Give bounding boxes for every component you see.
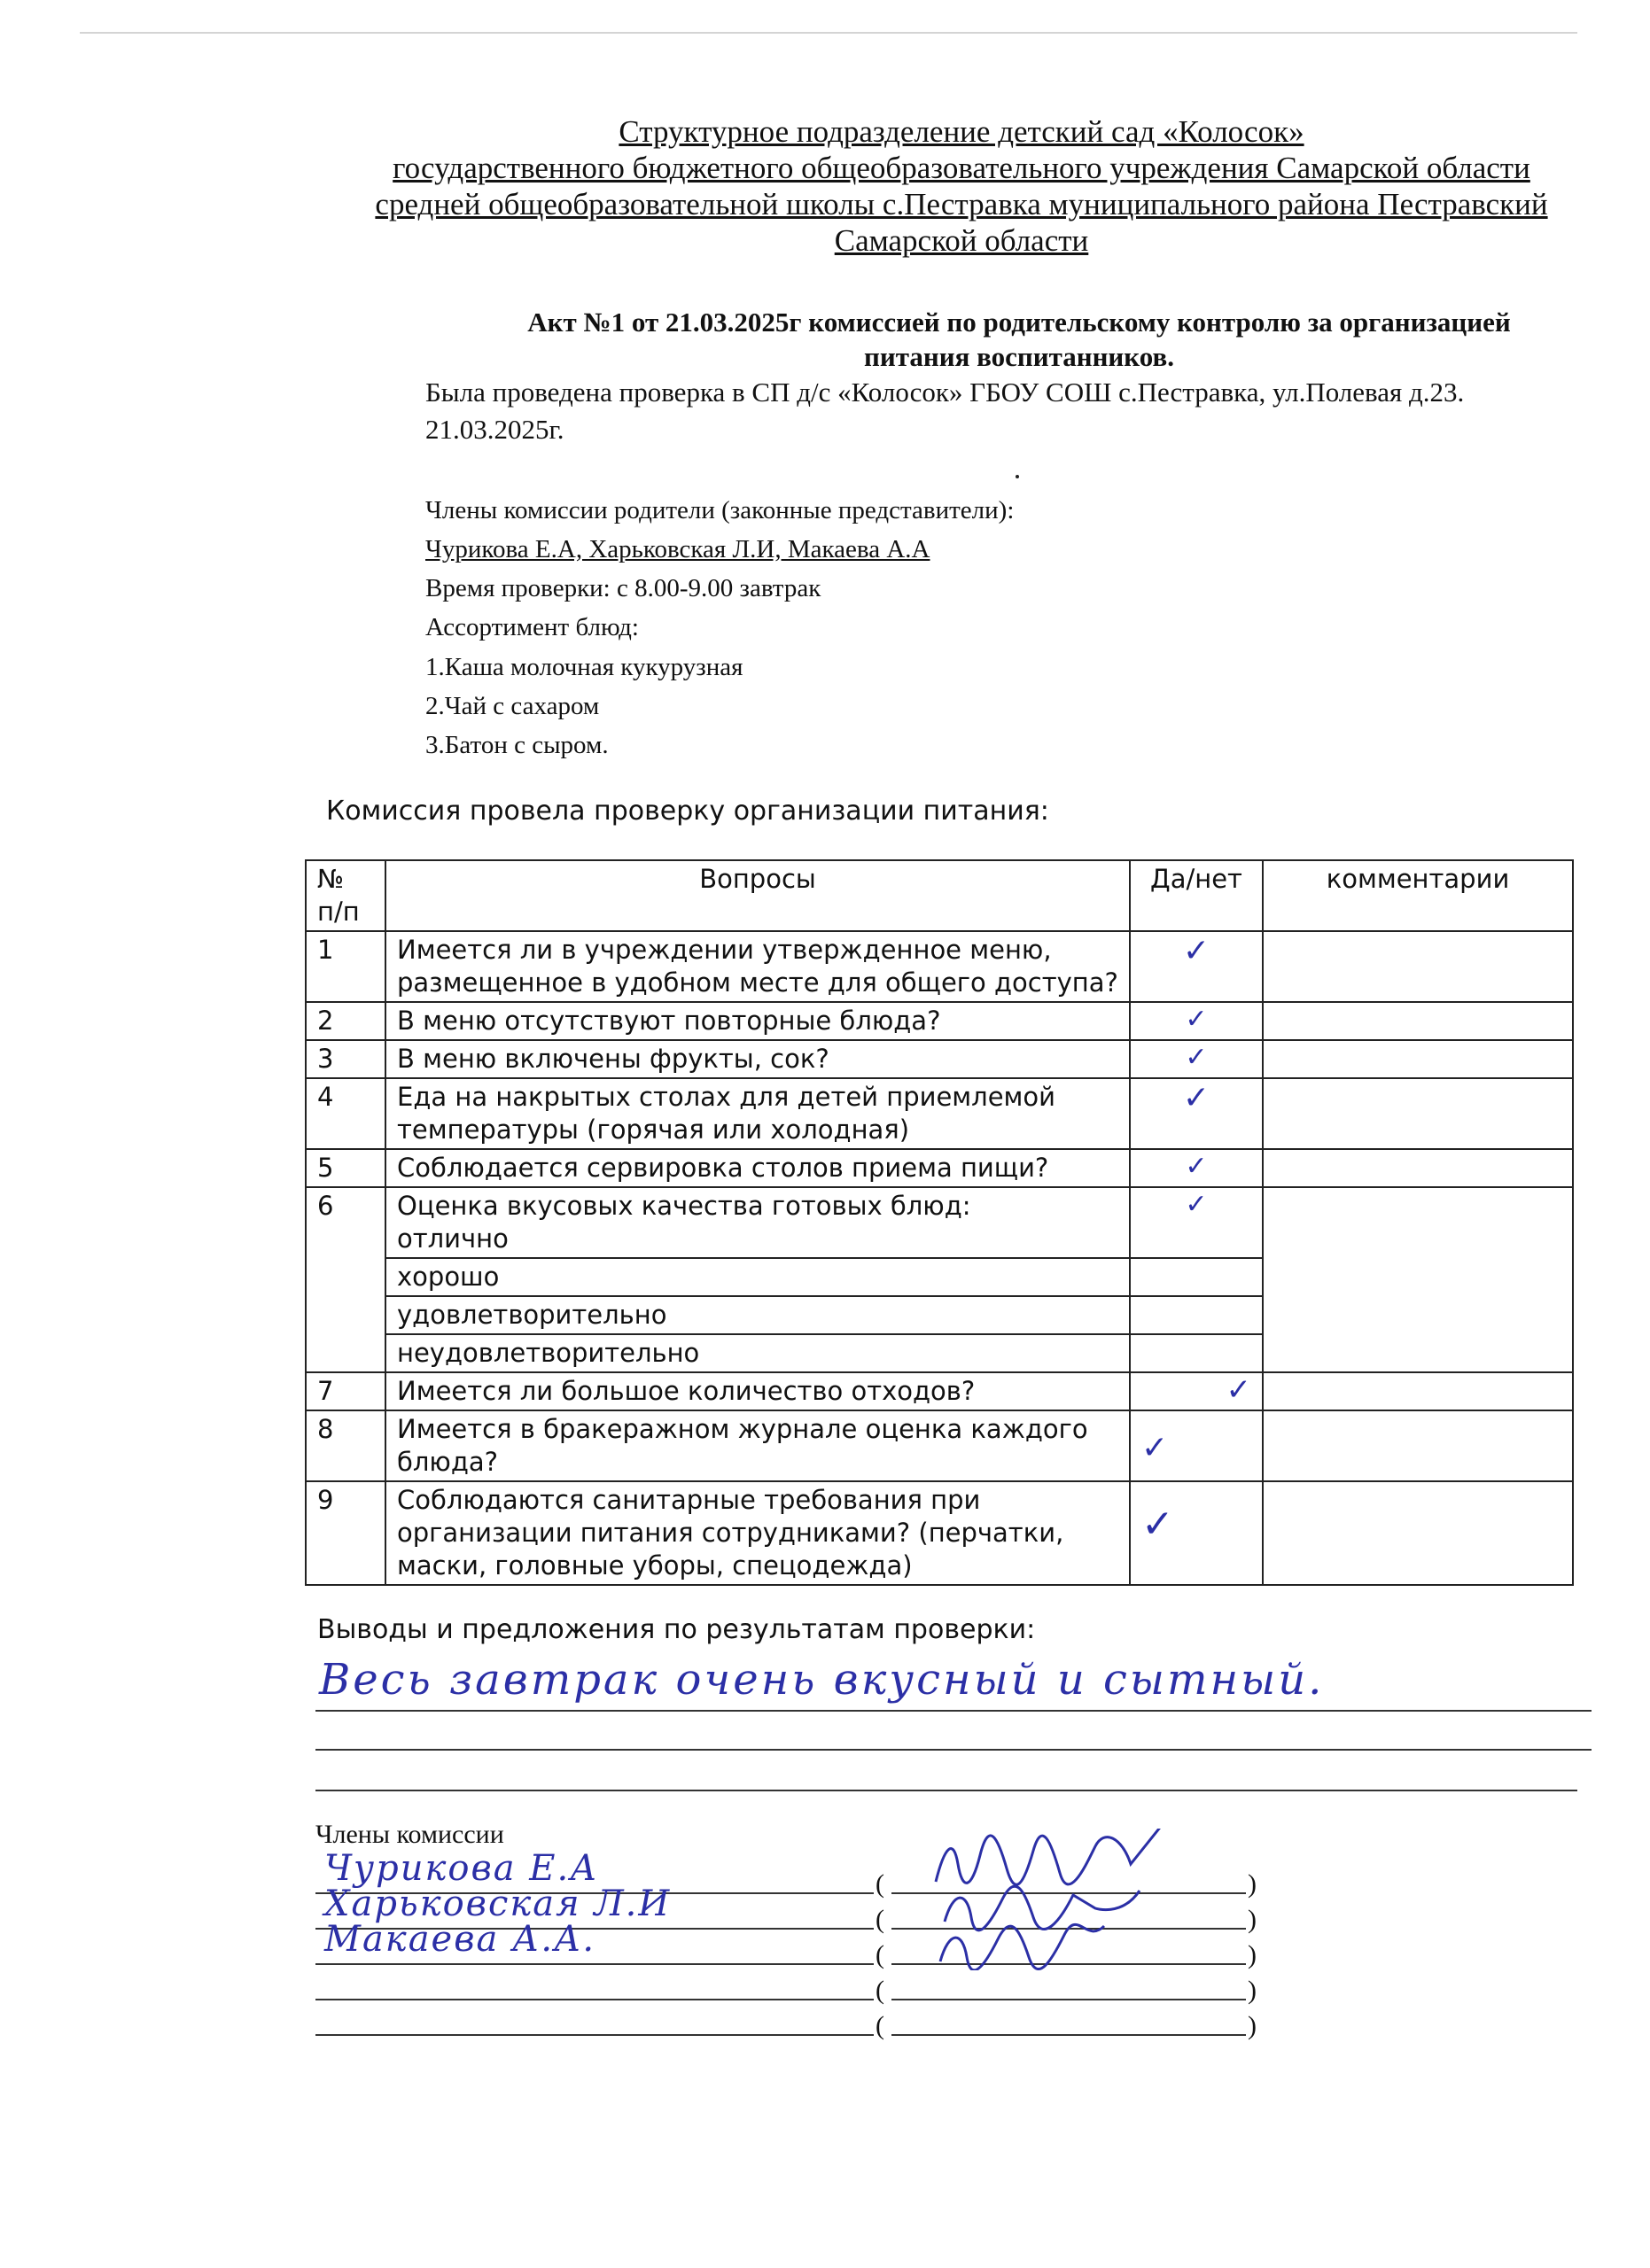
- table-row: [306, 1040, 1573, 1078]
- conclusions-handwritten: Весь завтрак очень вкусный и сытный.: [319, 1655, 1325, 1705]
- member-name: Харьковская Л.И: [324, 1884, 672, 1924]
- conclusions-label: Выводы и предложения по результатам проверки:: [317, 1614, 1036, 1645]
- row-question: Имеется ли большое количество отходов?: [385, 1372, 1130, 1410]
- row-answer: [1130, 931, 1263, 1002]
- row-answer: [1130, 1258, 1263, 1296]
- row-answer: [1130, 1002, 1263, 1040]
- organization-header: [292, 113, 1631, 259]
- row-num: 9: [306, 1481, 385, 1585]
- signature-row: [315, 1919, 1273, 1969]
- table-header-row: [306, 860, 1573, 931]
- row-num: 4: [306, 1078, 385, 1149]
- row-comment: [1263, 1481, 1573, 1585]
- table-row: [306, 1149, 1573, 1187]
- checkmark-icon: ✓: [1185, 1042, 1208, 1073]
- row-num: 3: [306, 1040, 385, 1078]
- bracket-close: ): [1248, 1869, 1257, 1899]
- signature-row: [315, 1967, 1273, 2005]
- conclusion-line-1: [315, 1710, 1592, 1712]
- conclusion-line-3: [315, 1790, 1577, 1791]
- rating-option: хорошо: [385, 1258, 1130, 1296]
- signature-line: [891, 2034, 1246, 2036]
- row-comment: [1263, 1372, 1573, 1410]
- row-answer: [1130, 1372, 1263, 1410]
- bracket-close: ): [1248, 1905, 1257, 1934]
- row-question: Имеется ли в учреждении утвержденное меню, размещенное в удобном месте для общего доступа?: [385, 931, 1130, 1002]
- bracket-open: (: [876, 1976, 884, 2005]
- header-line-3: средней общеобразовательной школы с.Пестравка муниципального района Пестравский: [375, 187, 1548, 221]
- table-row: [306, 1078, 1573, 1149]
- row-question: Имеется в бракеражном журнале оценка каждого блюда?: [385, 1410, 1130, 1481]
- signature-line: [891, 1999, 1246, 2000]
- bracket-open: (: [876, 1940, 884, 1969]
- checkmark-icon: ✓: [1185, 1004, 1208, 1035]
- stray-dot: [1016, 475, 1019, 478]
- row-comment: [1263, 1149, 1573, 1187]
- row-num: 7: [306, 1372, 385, 1410]
- rating-option: удовлетворительно: [385, 1296, 1130, 1334]
- intro-line-1: Была проведена проверка в СП д/с «Колосок» ГБОУ СОШ с.Пестравка, ул.Полевая д.23.: [425, 377, 1465, 408]
- row-num: 6: [306, 1187, 385, 1372]
- row-comment: [1263, 1040, 1573, 1078]
- header-comment: комментарии: [1263, 860, 1573, 931]
- checkmark-icon: ✓: [1185, 1151, 1208, 1182]
- row-answer: [1130, 1187, 1263, 1258]
- header-line-1: Структурное подразделение детский сад «Колосок»: [619, 114, 1304, 149]
- bracket-close: ): [1248, 1976, 1257, 2005]
- rating-option: отлично: [397, 1223, 509, 1254]
- checkmark-icon: ✓: [1182, 933, 1210, 969]
- dish-1: 1.Каша молочная кукурузная: [425, 653, 743, 681]
- inspection-intro: [425, 374, 1595, 448]
- table-row: [306, 1372, 1573, 1410]
- header-line-2: государственного бюджетного общеобразовательного учреждения Самарской области: [393, 151, 1530, 185]
- row-question: [385, 1187, 1130, 1258]
- row-comment: [1263, 1002, 1573, 1040]
- row-answer: [1130, 1296, 1263, 1334]
- checkmark-icon: ✓: [1141, 1430, 1169, 1466]
- row-num: 8: [306, 1410, 385, 1481]
- table-row: [306, 1481, 1573, 1585]
- name-line: [315, 2034, 874, 2036]
- name-line: [315, 1999, 874, 2000]
- header-question: Вопросы: [385, 860, 1130, 931]
- checkmark-icon: ✓: [1185, 1189, 1208, 1220]
- row-question: В меню отсутствуют повторные блюда?: [385, 1002, 1130, 1040]
- scan-top-edge: [80, 32, 1577, 34]
- intro-line-2: 21.03.2025г.: [425, 414, 564, 445]
- rating-option: неудовлетворительно: [385, 1334, 1130, 1372]
- header-line-4: Самарской области: [834, 223, 1089, 258]
- row-comment: [1263, 931, 1573, 1002]
- bracket-close: ): [1248, 1940, 1257, 1969]
- act-title-line-2: питания воспитанников.: [864, 341, 1174, 372]
- checkmark-icon: ✓: [1226, 1372, 1251, 1408]
- members-label: Члены комиссии родители (законные представители):: [425, 496, 1015, 524]
- bracket-close: ): [1248, 2011, 1257, 2040]
- name-line: [315, 1963, 874, 1965]
- row-comment: [1263, 1187, 1573, 1372]
- row-num: 5: [306, 1149, 385, 1187]
- row-answer: [1130, 1040, 1263, 1078]
- row-answer: [1130, 1410, 1263, 1481]
- row-num: 2: [306, 1002, 385, 1040]
- member-name: Чурикова Е.А: [324, 1848, 599, 1889]
- row-comment: [1263, 1078, 1573, 1149]
- checkmark-icon: ✓: [1141, 1502, 1174, 1547]
- header-answer: Да/нет: [1130, 860, 1263, 931]
- bracket-open: (: [876, 2011, 884, 2040]
- row-question: В меню включены фрукты, сок?: [385, 1040, 1130, 1078]
- table-row: [306, 1410, 1573, 1481]
- row-comment: [1263, 1410, 1573, 1481]
- signatures-label: Члены комиссии: [315, 1820, 504, 1849]
- row-question-text: Оценка вкусовых качества готовых блюд:: [397, 1191, 971, 1221]
- dish-2: 2.Чай с сахаром: [425, 692, 600, 720]
- row-answer: [1130, 1334, 1263, 1372]
- checkmark-icon: ✓: [1182, 1080, 1210, 1116]
- row-answer: [1130, 1149, 1263, 1187]
- row-question: Соблюдаются санитарные требования при организации питания сотрудниками? (перчатки, маски, головные уборы, спецодежда): [385, 1481, 1130, 1585]
- assortment-label: Ассортимент блюд:: [425, 613, 639, 641]
- bracket-open: (: [876, 1869, 884, 1899]
- conclusion-line-2: [315, 1749, 1592, 1751]
- signature-row: [315, 2002, 1273, 2040]
- check-intro: Комиссия провела проверку организации питания:: [326, 796, 1049, 827]
- table-row: [306, 931, 1573, 1002]
- table-row: [306, 1002, 1573, 1040]
- bracket-open: (: [876, 1905, 884, 1934]
- row-question: Соблюдается сервировка столов приема пищи?: [385, 1149, 1130, 1187]
- members-names: Чурикова Е.А, Харьковская Л.И, Макаева А.А: [425, 535, 930, 563]
- row-answer: [1130, 1078, 1263, 1149]
- checklist-table: [305, 859, 1574, 1586]
- row-question: Еда на накрытых столах для детей приемлемой температуры (горячая или холодная): [385, 1078, 1130, 1149]
- table-row: [306, 1187, 1573, 1258]
- act-title-line-1: Акт №1 от 21.03.2025г комиссией по родительскому контролю за организацией: [527, 307, 1511, 338]
- signature-scribble-icon: [918, 1917, 1202, 1970]
- act-title: [416, 305, 1622, 374]
- header-num: № п/п: [306, 860, 385, 931]
- inspection-time: Время проверки: с 8.00-9.00 завтрак: [425, 574, 821, 602]
- dish-3: 3.Батон с сыром.: [425, 731, 609, 759]
- row-answer: [1130, 1481, 1263, 1585]
- member-name: Макаева А.А.: [324, 1919, 596, 1960]
- row-num: 1: [306, 931, 385, 1002]
